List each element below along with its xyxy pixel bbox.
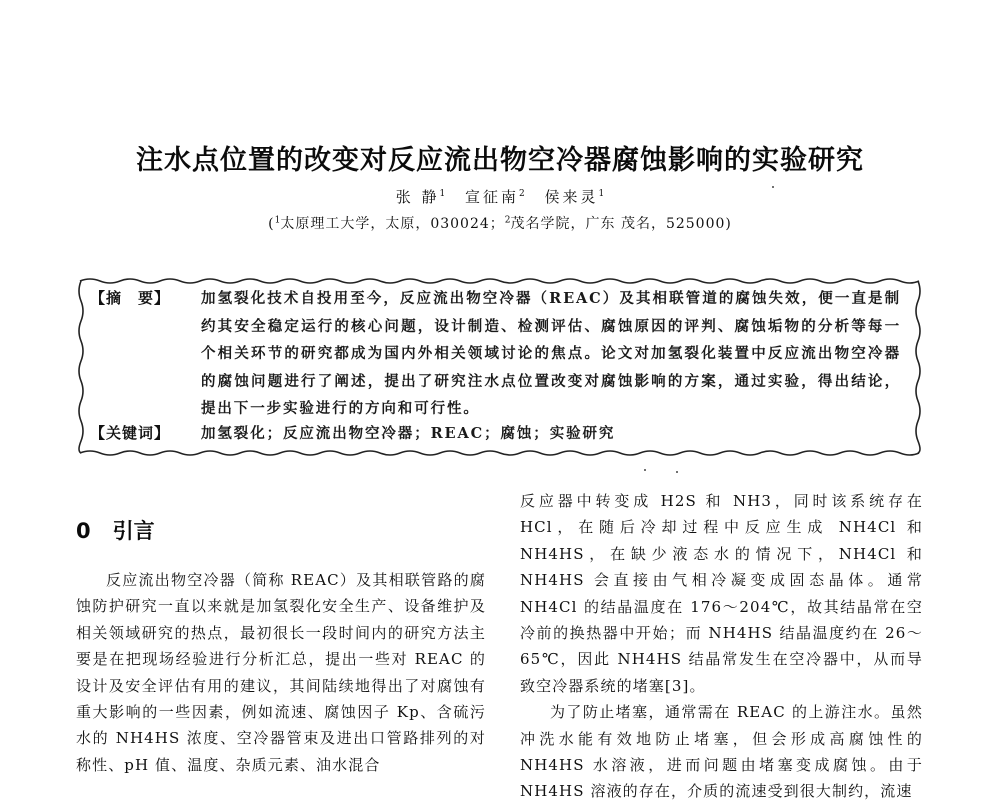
scan-speck [772,186,774,188]
author: 张 静$^1$ [395,188,446,206]
affiliations: ($^1$太原理工大学，太原，030024；$^2$茂名学院，广东 茂名，525000) [268,215,732,232]
paper-title: 注水点位置的改变对反应流出物空冷器腐蚀影响的实验研究 [136,145,864,176]
scan-speck [676,471,678,473]
keywords-text: 加氢裂化；反应流出物空冷器；REAC；腐蚀；实验研究 [201,425,616,442]
abstract-box [76,275,923,460]
body-paragraph: 为了防止堵塞，通常需在 REAC 的上游注水。虽然冲洗水能有效地防止堵塞，但会形成高腐蚀性的 NH4HS 水溶液，进而问题由堵塞变成腐蚀。由于 NH4HS 溶液的存在，介质的流速受到很大制约，流速 [520,703,923,801]
author: 侯来灵$^1$ [544,188,605,206]
section-number: 0 [76,519,91,543]
keywords-label: 【关键词】 [90,424,171,442]
abstract-label: 【摘 要】 [90,289,171,307]
author-list [0,186,1000,207]
author: 宣征南$^2$ [465,188,525,206]
abstract-text: 加氢裂化技术自投用至今，反应流出物空冷器（REAC）及其相联管道的腐蚀失效，便一直是制约其安全稳定运行的核心问题，设计制造、检测评估、腐蚀原因的评判、腐蚀垢物的分析等每一个相关环节的研究都成为国内外相关领域讨论的焦点。论文对加氢裂化装置中反应流出物空冷器的腐蚀问题进行了阐述，提出了研究注水点位置改变对腐蚀影响的方案，通过实验，得出结论，提出下一步实验进行的方向和可行性。 [201,290,901,418]
section-title: 引言 [112,519,155,543]
right-column [520,488,923,805]
section-heading [76,515,155,545]
body-paragraph: 反应流出物空冷器（简称 REAC）及其相联管路的腐蚀防护研究一直以来就是加氢裂化安全生产、设备维护及相关领域研究的热点，最初很长一段时间内的研究方法主要是在把现场经验进行分析汇总，提出一些对 REAC 的设计及安全评估有用的建议，其间陆续地得出了对腐蚀有重大影响的一些因素，例如流速、腐蚀因子 Kp、含硫污水的 NH4HS 浓度、空冷器管束及进出口管路排列的对称性、pH 值、温度、杂质元素、油水混合 [76,571,486,774]
scan-speck [644,469,646,471]
body-paragraph: 反应器中转变成 H2S 和 NH3，同时该系统存在 HCl，在随后冷却过程中反应生成 NH4Cl 和 NH4HS，在缺少液态水的情况下，NH4Cl 和 NH4HS 会直接由气相冷凝变成固态晶体。通常 NH4Cl 的结晶温度在 176～204℃，故其结晶常在空冷前的换热器中开始；而 NH4HS 结晶温度约在 26～65℃，因此 NH4HS 结晶常发生在空冷器中，从而导致空冷器系统的堵塞[3]。 [520,492,923,695]
left-column [76,567,486,778]
